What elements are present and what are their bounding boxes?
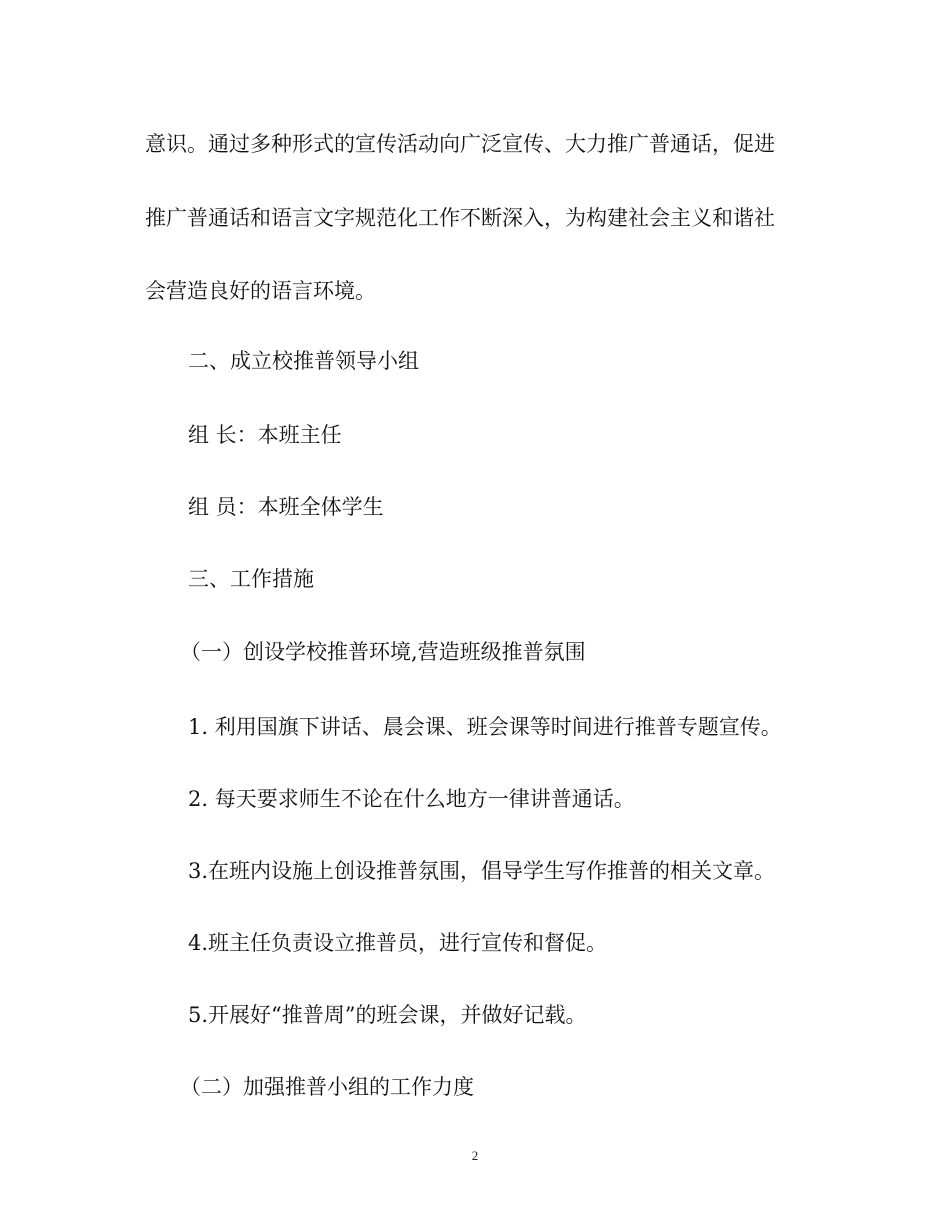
paragraph-line: 意识。通过多种形式的宣传活动向广泛宣传、大力推广普通话，促进	[145, 132, 775, 156]
list-item: 3.在班内设施上创设推普氛围，倡导学生写作推普的相关文章。	[188, 859, 776, 883]
list-item: 4.班主任负责设立推普员，进行宣传和督促。	[188, 931, 608, 955]
list-item: 组 员：本班全体学生	[188, 495, 384, 519]
subsection-heading: （二）加强推普小组的工作力度	[180, 1075, 474, 1099]
list-item: 5.开展好“推普周”的班会课，并做好记载。	[188, 1003, 587, 1027]
paragraph-line: 会营造良好的语言环境。	[145, 279, 376, 303]
section-heading: 二、成立校推普领导小组	[188, 349, 419, 373]
paragraph-line: 推广普通话和语言文字规范化工作不断深入，为构建社会主义和谐社	[145, 206, 775, 230]
list-item: 2. 每天要求师生不论在什么地方一律讲普通话。	[188, 787, 635, 811]
section-heading: 三、工作措施	[188, 567, 314, 591]
list-item: 组 长：本班主任	[188, 423, 342, 447]
list-item: 1. 利用国旗下讲话、晨会课、班会课等时间进行推普专题宣传。	[188, 715, 782, 739]
subsection-heading: （一）创设学校推普环境,营造班级推普氛围	[180, 640, 586, 664]
page-number: 2	[471, 1148, 479, 1163]
